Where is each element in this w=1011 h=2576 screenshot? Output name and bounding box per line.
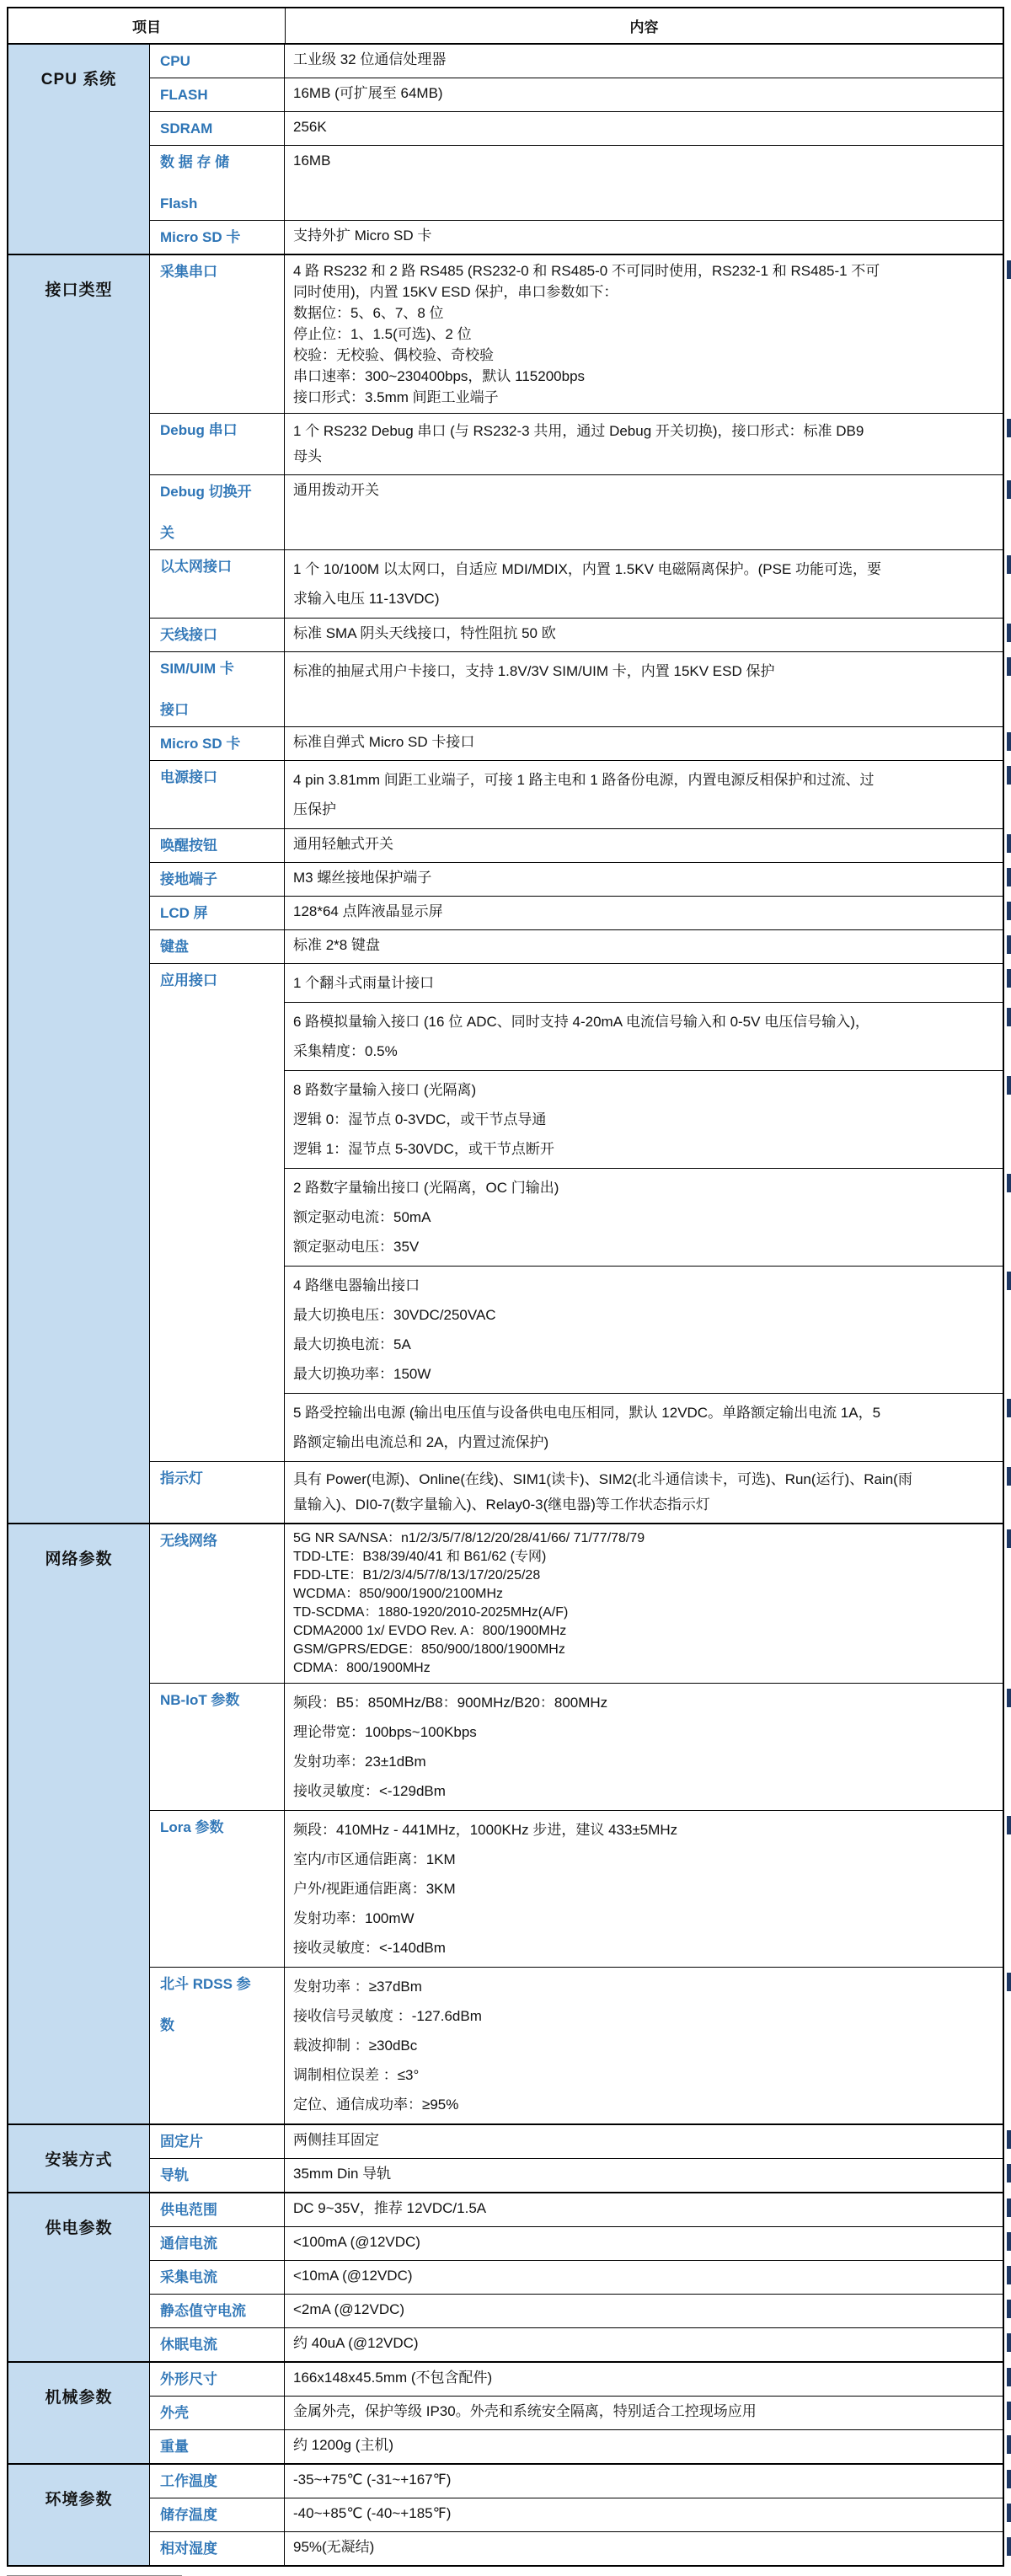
text-line: 路额定输出电流总和 2A，内置过流保护) — [293, 1434, 549, 1450]
text-line: 固定片 — [160, 2134, 203, 2150]
param-label — [150, 619, 285, 651]
text-line: 通信电流 — [160, 2236, 217, 2252]
param-value — [285, 1684, 1003, 1810]
table-row — [150, 549, 1003, 618]
table-row — [150, 111, 1003, 145]
table-row-application-interface — [150, 963, 1003, 1461]
text-line: 同时使用)，内置 15KV ESD 保护，串口参数如下： — [293, 284, 618, 300]
text-line: 发射功率：100mW — [293, 1910, 415, 1926]
text-line: 载波抑制 ：≥30dBc — [293, 2038, 418, 2054]
param-label — [150, 45, 285, 78]
text-line: 两侧挂耳固定 — [293, 2132, 379, 2148]
param-value — [285, 1266, 1003, 1393]
table-row — [150, 651, 1003, 726]
table-row — [150, 2125, 1003, 2158]
param-label — [150, 2397, 285, 2429]
param-label — [150, 112, 285, 145]
text-line: 发射功率：23±1dBm — [293, 1754, 426, 1770]
param-label — [150, 863, 285, 896]
table-row — [150, 1683, 1003, 1810]
table-row — [150, 255, 1003, 413]
table-row — [150, 2327, 1003, 2361]
text-line: <10mA (@12VDC) — [293, 2268, 413, 2284]
param-value — [285, 255, 1003, 413]
param-label — [150, 2328, 285, 2361]
param-value — [285, 727, 1003, 760]
text-line: WCDMA：850/900/1900/2100MHz — [293, 1587, 504, 1601]
text-line: 5G NR SA/NSA：n1/2/3/5/7/8/12/20/28/41/66/ 71/77/78/79 — [293, 1531, 645, 1545]
text-line: 键盘 — [160, 939, 189, 955]
text-line: 外形尺寸 — [160, 2371, 217, 2387]
section-environment — [8, 2463, 1003, 2565]
param-value — [285, 221, 1003, 254]
text-line: 电源接口 — [160, 769, 217, 785]
text-line: 最大切换电压：30VDC/250VAC — [293, 1307, 496, 1323]
section-power — [8, 2192, 1003, 2361]
text-line: 4 pin 3.81mm 间距工业端子，可接 1 路主电和 1 路备份电源，内置电源反相保护和过流、过 — [293, 772, 875, 788]
text-line: 标准 2*8 键盘 — [293, 937, 380, 953]
table-row — [150, 145, 1003, 220]
table-row — [150, 929, 1003, 963]
category-cell: 供电参数 — [8, 2193, 150, 2361]
text-line: 户外/视距通信距离：3KM — [293, 1881, 456, 1897]
text-line: 工作温度 — [160, 2473, 217, 2489]
param-value — [285, 78, 1003, 111]
param-label — [150, 78, 285, 111]
param-label — [150, 964, 285, 1461]
param-label — [150, 829, 285, 862]
text-line: 应用接口 — [160, 972, 217, 988]
text-line: 无线网络 — [160, 1533, 217, 1549]
text-line: 校验：无校验、偶校验、奇校验 — [293, 347, 494, 363]
text-line: 最大切换功率：150W — [293, 1366, 431, 1382]
text-line: 数据位：5、6、7、8 位 — [293, 305, 444, 321]
param-value — [285, 930, 1003, 963]
text-line: CPU — [160, 53, 190, 69]
text-line: 发射功率 ：≥37dBm — [293, 1979, 422, 1995]
text-line: 金属外壳，保护等级 IP30。外壳和系统安全隔离，特别适合工控现场应用 — [293, 2403, 757, 2419]
text-line: 1 个 RS232 Debug 串口 (与 RS232-3 共用，通过 Debug 开关切换)，接口形式：标准 DB9 — [293, 423, 864, 439]
text-line: 采集电流 — [160, 2269, 217, 2285]
text-line: 1 个 10/100M 以太网口，自适应 MDI/MDIX，内置 1.5KV 电磁隔离保护。(PSE 功能可选，要 — [293, 561, 882, 577]
text-line: 256K — [293, 119, 327, 135]
category-cell: CPU 系统 — [8, 45, 150, 254]
table-row — [150, 78, 1003, 111]
param-label — [150, 652, 285, 726]
table-row — [150, 2465, 1003, 2498]
table-row — [150, 1810, 1003, 1967]
param-value — [285, 2532, 1003, 2565]
text-line: 支持外扩 Micro SD 卡 — [293, 228, 432, 244]
table-row — [150, 862, 1003, 896]
param-value — [285, 414, 1003, 474]
category-cell: 接口类型 — [8, 255, 150, 1523]
param-value — [285, 2261, 1003, 2294]
param-label — [150, 1462, 285, 1523]
param-label — [150, 727, 285, 760]
text-line: 采集串口 — [160, 264, 217, 280]
param-label — [150, 897, 285, 929]
text-line: 8 路数字量输入接口 (光隔离) — [293, 1082, 477, 1098]
param-label — [150, 2261, 285, 2294]
param-value — [285, 2430, 1003, 2463]
text-line: 外壳 — [160, 2405, 189, 2421]
text-line: 95%(无凝结) — [293, 2539, 375, 2555]
table-row — [150, 618, 1003, 651]
text-line: 128*64 点阵液晶显示屏 — [293, 903, 443, 919]
param-value — [285, 1168, 1003, 1266]
header-content-cell: 内容 — [629, 19, 659, 35]
text-line: -40~+85℃ (-40~+185℉) — [293, 2505, 452, 2521]
text-line: <2mA (@12VDC) — [293, 2301, 405, 2317]
text-line: 以太网接口 — [160, 559, 232, 575]
text-line: Flash — [160, 195, 198, 212]
param-label — [150, 2193, 285, 2226]
spec-table — [7, 7, 1004, 2567]
text-line: 最大切换电流：5A — [293, 1336, 411, 1352]
param-value — [285, 2397, 1003, 2429]
text-line: 频段：410MHz - 441MHz，1000KHz 步进，建议 433±5MHz — [293, 1822, 678, 1838]
param-value — [285, 2227, 1003, 2260]
param-label — [150, 2498, 285, 2531]
text-line: 35mm Din 导轨 — [293, 2166, 392, 2182]
table-row — [150, 2193, 1003, 2226]
param-value — [285, 1811, 1003, 1967]
param-value — [285, 652, 1003, 726]
table-row — [150, 2226, 1003, 2260]
text-line: FDD-LTE：B1/2/3/4/5/7/8/13/17/20/25/28 — [293, 1568, 541, 1583]
text-line: TD-SCDMA：1880-1920/2010-2025MHz(A/F) — [293, 1605, 569, 1620]
section-mounting — [8, 2123, 1003, 2192]
table-row — [150, 760, 1003, 828]
text-line: Debug 串口 — [160, 422, 238, 438]
param-value — [285, 897, 1003, 929]
param-value — [285, 1002, 1003, 1070]
category-cell: 网络参数 — [8, 1524, 150, 2123]
text-line: 通用拨动开关 — [293, 482, 379, 498]
param-label — [150, 2125, 285, 2158]
param-value — [285, 1524, 1003, 1683]
param-label — [150, 414, 285, 474]
text-line: 相对湿度 — [160, 2541, 217, 2557]
text-line: 数 据 存 储 — [160, 154, 230, 170]
text-line: 停止位：1、1.5(可选)、2 位 — [293, 326, 472, 342]
table-row — [150, 726, 1003, 760]
text-line: 4 路 RS232 和 2 路 RS485 (RS232-0 和 RS485-0 不可同时使用，RS232-1 和 RS485-1 不可 — [293, 263, 880, 279]
param-value — [285, 2125, 1003, 2158]
section-mechanical — [8, 2361, 1003, 2463]
table-row — [150, 2498, 1003, 2531]
param-label — [150, 2465, 285, 2498]
text-line: 休眠电流 — [160, 2337, 217, 2353]
text-line: 接收灵敏度：<-140dBm — [293, 1940, 446, 1956]
param-value — [285, 2295, 1003, 2327]
category-cell: 安装方式 — [8, 2125, 150, 2192]
param-value — [285, 1393, 1003, 1461]
param-value — [285, 2363, 1003, 2396]
table-row — [150, 2294, 1003, 2327]
text-line: 具有 Power(电源)、Online(在线)、SIM1(读卡)、SIM2(北斗通信读卡，可选)、Run(运行)、Rain(雨 — [293, 1471, 912, 1487]
param-label — [150, 1684, 285, 1810]
param-value — [285, 1070, 1003, 1168]
text-line: 重量 — [160, 2439, 189, 2455]
text-line: 接收灵敏度：<-129dBm — [293, 1783, 446, 1799]
param-value — [285, 2465, 1003, 2498]
param-label — [150, 2430, 285, 2463]
text-line: LCD 屏 — [160, 905, 208, 921]
table-row — [150, 45, 1003, 78]
text-line: 接收信号灵敏度 ：-127.6dBm — [293, 2008, 482, 2024]
table-row — [150, 2531, 1003, 2565]
text-line: 1 个翻斗式雨量计接口 — [293, 975, 435, 991]
param-label — [150, 2295, 285, 2327]
text-line: TDD-LTE：B38/39/40/41 和 B61/62 (专网) — [293, 1550, 547, 1564]
text-line: 逻辑 0：湿节点 0-3VDC，或干节点导通 — [293, 1111, 547, 1127]
table-row — [150, 2396, 1003, 2429]
param-label — [150, 475, 285, 549]
text-line: 5 路受控输出电源 (输出电压值与设备供电电压相同，默认 12VDC。单路额定输出电流 1A，5 — [293, 1405, 881, 1421]
text-line: Debug 切换开 — [160, 484, 252, 500]
text-line: 标准 SMA 阴头天线接口，特性阻抗 50 欧 — [293, 625, 556, 641]
text-line: CDMA2000 1x/ EVDO Rev. A：800/1900MHz — [293, 1624, 567, 1638]
table-row — [150, 2429, 1003, 2463]
text-line: 储存温度 — [160, 2507, 217, 2523]
param-value — [285, 45, 1003, 78]
param-value — [285, 2193, 1003, 2226]
text-line: 天线接口 — [160, 627, 217, 643]
param-value — [285, 2498, 1003, 2531]
text-line: FLASH — [160, 87, 208, 103]
text-line: 额定驱动电流：50mA — [293, 1209, 431, 1225]
text-line: 静态值守电流 — [160, 2303, 246, 2319]
section-cpu — [8, 45, 1003, 254]
text-line: 导轨 — [160, 2167, 189, 2183]
section-network — [8, 1523, 1003, 2123]
category-cell: 环境参数 — [8, 2465, 150, 2565]
param-value — [285, 1968, 1003, 2123]
param-value — [285, 112, 1003, 145]
text-line: 约 40uA (@12VDC) — [293, 2335, 419, 2351]
text-line: 调制相位误差 ：≤3° — [293, 2067, 420, 2083]
param-value — [285, 863, 1003, 896]
table-row — [150, 828, 1003, 862]
text-line: 166x148x45.5mm (不包含配件) — [293, 2370, 493, 2386]
text-line: -35~+75℃ (-31~+167℉) — [293, 2472, 452, 2488]
param-label — [150, 1811, 285, 1967]
param-value — [285, 1462, 1003, 1523]
param-label — [150, 550, 285, 618]
table-row — [150, 1461, 1003, 1523]
text-line: Micro SD 卡 — [160, 736, 241, 752]
param-label — [150, 2532, 285, 2565]
table-row — [150, 1524, 1003, 1683]
text-line: 标准的抽屉式用户卡接口，支持 1.8V/3V SIM/UIM 卡，内置 15KV ESD 保护 — [293, 663, 775, 679]
text-line: 逻辑 1：湿节点 5-30VDC，或干节点断开 — [293, 1141, 554, 1157]
text-line: 母头 — [293, 448, 322, 464]
text-line: DC 9~35V，推荐 12VDC/1.5A — [293, 2200, 487, 2216]
param-value — [285, 475, 1003, 549]
text-line: 量输入)、DI0-7(数字量输入)、Relay0-3(继电器)等工作状态指示灯 — [293, 1497, 710, 1513]
text-line: SDRAM — [160, 120, 213, 137]
text-line: 6 路模拟量输入接口 (16 位 ADC、同时支持 4-20mA 电流信号输入和 0-5V 电压信号输入)， — [293, 1014, 869, 1030]
text-line: 唤醒按钮 — [160, 838, 217, 854]
text-line: 16MB (可扩展至 64MB) — [293, 85, 443, 101]
text-line: 关 — [160, 525, 174, 541]
text-line: 接口形式：3.5mm 间距工业端子 — [293, 389, 499, 405]
table-row — [150, 2158, 1003, 2192]
table-row — [150, 413, 1003, 474]
param-label — [150, 146, 285, 220]
text-line: NB-IoT 参数 — [160, 1692, 240, 1708]
text-line: 2 路数字量输出接口 (光隔离，OC 门输出) — [293, 1180, 559, 1196]
text-line: 室内/市区通信距离：1KM — [293, 1851, 456, 1867]
category-cell: 机械参数 — [8, 2363, 150, 2463]
header-item-cell: 项目 — [8, 8, 286, 43]
param-label — [150, 2159, 285, 2192]
text-line: 采集精度：0.5% — [293, 1043, 398, 1059]
text-line: 求输入电压 11-13VDC) — [293, 591, 440, 607]
param-value — [285, 550, 1003, 618]
table-row — [150, 896, 1003, 929]
text-line: 接口 — [160, 702, 189, 718]
table-row — [150, 2260, 1003, 2294]
param-value — [285, 146, 1003, 220]
param-label — [150, 761, 285, 828]
param-label — [150, 1968, 285, 2123]
text-line: 串口速率：300~230400bps，默认 115200bps — [293, 368, 586, 384]
text-line: 工业级 32 位通信处理器 — [293, 51, 447, 67]
text-line: 定位、通信成功率：≥95% — [293, 2097, 459, 2113]
text-line: 频段：B5：850MHz/B8：900MHz/B20：800MHz — [293, 1695, 608, 1711]
text-line: 16MB — [293, 153, 331, 169]
text-line: Micro SD 卡 — [160, 229, 241, 245]
param-label — [150, 1524, 285, 1683]
text-line: 4 路继电器输出接口 — [293, 1277, 420, 1293]
text-line: GSM/GPRS/EDGE：850/900/1800/1900MHz — [293, 1642, 565, 1657]
text-line: 指示灯 — [160, 1470, 203, 1486]
param-label — [150, 2363, 285, 2396]
text-line: 约 1200g (主机) — [293, 2437, 394, 2453]
text-line: 北斗 RDSS 参 — [160, 1976, 251, 1992]
param-label — [150, 930, 285, 963]
param-label — [150, 255, 285, 413]
param-value — [285, 2159, 1003, 2192]
text-line: <100mA (@12VDC) — [293, 2234, 420, 2250]
param-value — [285, 2328, 1003, 2361]
param-value — [285, 761, 1003, 828]
text-line: 接地端子 — [160, 871, 217, 887]
text-line: 标准自弹式 Micro SD 卡接口 — [293, 734, 475, 750]
text-line: 理论带宽：100bps~100Kbps — [293, 1724, 477, 1740]
table-row — [150, 220, 1003, 254]
section-interfaces — [8, 254, 1003, 1523]
table-row — [150, 474, 1003, 549]
text-line: M3 螺丝接地保护端子 — [293, 870, 432, 886]
text-line: Lora 参数 — [160, 1819, 224, 1835]
table-row — [150, 1967, 1003, 2123]
table-header-row — [8, 8, 1003, 45]
param-label — [150, 221, 285, 254]
text-line: 压保护 — [293, 801, 336, 817]
text-line: 数 — [160, 2017, 174, 2033]
param-value — [285, 619, 1003, 651]
text-line: CDMA：800/1900MHz — [293, 1661, 431, 1675]
text-line: 供电范围 — [160, 2202, 217, 2218]
table-row — [150, 2363, 1003, 2396]
text-line: SIM/UIM 卡 — [160, 661, 234, 677]
param-value — [285, 829, 1003, 862]
text-line: 额定驱动电压：35V — [293, 1239, 420, 1255]
text-line: 通用轻触式开关 — [293, 836, 393, 852]
param-label — [150, 2227, 285, 2260]
param-value — [285, 964, 1003, 1002]
